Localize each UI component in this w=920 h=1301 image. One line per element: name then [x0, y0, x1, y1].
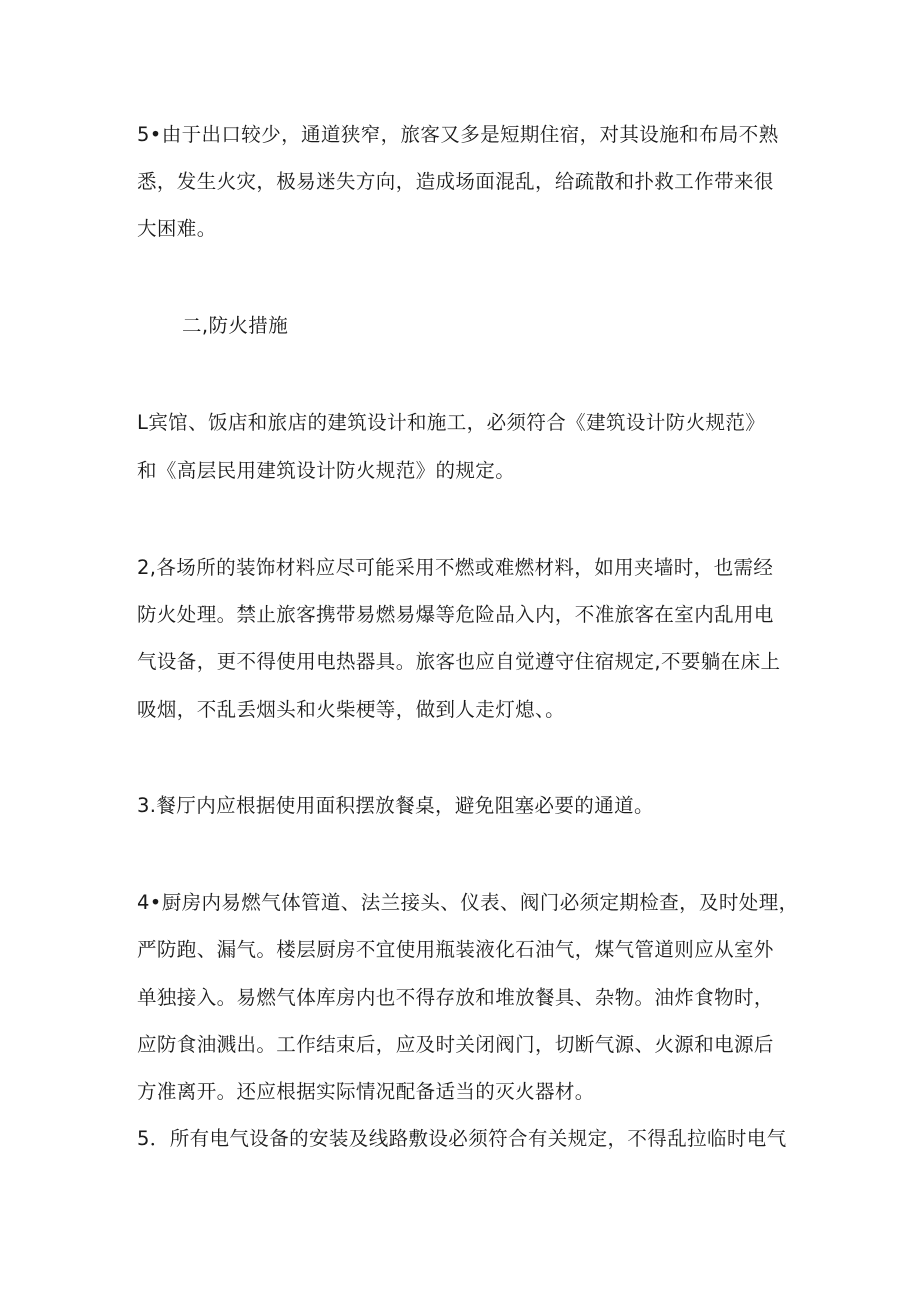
item-2-line-2: 防火处理。禁止旅客携带易燃易爆等危险品入内，不准旅客在室内乱用电 — [137, 603, 774, 626]
paragraph-5-line-1: 5•由于出口较少，通道狭窄，旅客又多是短期住宿，对其设施和布局不熟 — [137, 123, 779, 146]
item-5-line-1: 5．所有电气设备的安装及线路敷设必须符合有关规定，不得乱拉临时电气 — [137, 1127, 787, 1150]
item-4-line-3: 单独接入。易燃气体库房内也不得存放和堆放餐具、杂物。油炸食物时， — [137, 986, 774, 1009]
item-1-line-2: 和《高层民用建筑设计防火规范》的规定。 — [137, 459, 516, 482]
item-2-line-3: 气设备，更不得使用电热器具。旅客也应自觉遵守住宿规定,不要躺在床上 — [137, 650, 781, 673]
section-heading: 二,防火措施 — [182, 314, 289, 337]
item-3-line-1: 3.餐厅内应根据使用面积摆放餐桌，避免阻塞必要的通道。 — [137, 794, 654, 817]
item-2-line-4: 吸烟，不乱丢烟头和火柴梗等，做到人走灯熄、。 — [137, 698, 566, 721]
item-4-line-2: 严防跑、漏气。楼层厨房不宜使用瓶装液化石油气，煤气管道则应从室外 — [137, 938, 774, 961]
item-4-line-4: 应防食油溅出。工作结束后，应及时关闭阀门，切断气源、火源和电源后 — [137, 1033, 774, 1056]
paragraph-5-line-3: 大困难。 — [137, 217, 217, 240]
item-4-line-5: 方准离开。还应根据实际情况配备适当的灭火器材。 — [137, 1080, 595, 1103]
item-2-line-1: 2,各场所的装饰材料应尽可能采用不燃或难燃材料，如用夹墙时，也需经 — [137, 556, 774, 579]
item-1-line-1: L宾馆、饭店和旅店的建筑设计和施工，必须符合《建筑设计防火规范》 — [137, 411, 766, 434]
paragraph-5-line-2: 悉，发生火灾，极易迷失方向，造成场面混乱，给疏散和扑救工作带来很 — [137, 170, 774, 193]
item-4-line-1: 4•厨房内易燃气体管道、法兰接头、仪表、阀门必须定期检查，及时处理， — [137, 891, 799, 914]
